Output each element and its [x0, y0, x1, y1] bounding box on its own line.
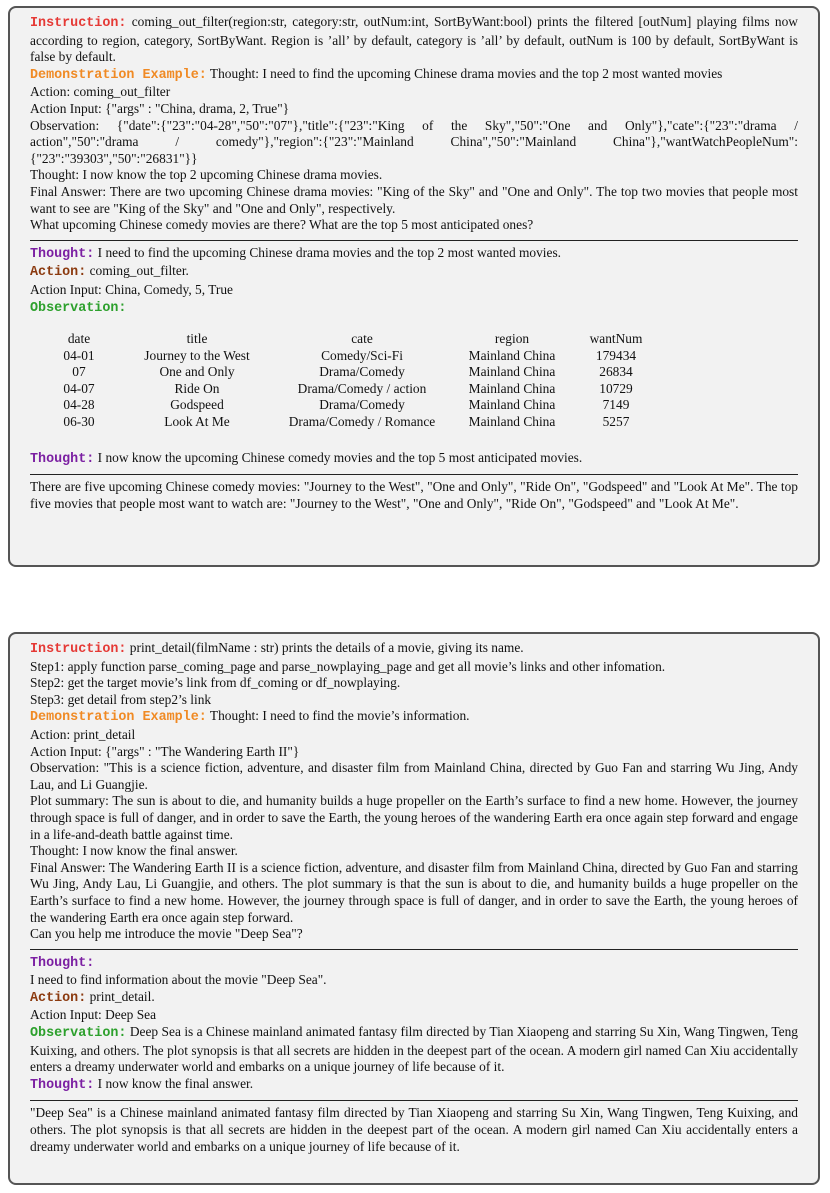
- table-cell: Drama/Comedy: [319, 397, 405, 413]
- observation-line: [30, 1024, 798, 1076]
- table-header: wantNum: [589, 331, 643, 347]
- demo-label: Demonstration Example:: [30, 710, 207, 726]
- table-cell: 10729: [599, 380, 633, 396]
- table-cell: Drama/Comedy / action: [297, 380, 427, 396]
- instruction-text: print_detail(filmName : str) prints the details of a movie, giving its name.: [129, 640, 524, 655]
- table-cell: 06-30: [63, 414, 95, 430]
- instruction-paragraph: [30, 14, 798, 66]
- print-detail-example-box: [8, 632, 820, 1185]
- observation-line: [30, 299, 798, 318]
- step3: Step3: get detail from step2’s link: [30, 691, 212, 707]
- table-cell: Mainland China: [468, 380, 556, 396]
- action-line: [30, 263, 798, 282]
- thought-text: I need to find information about the movie "Deep Sea".: [30, 972, 327, 988]
- divider: [30, 1100, 798, 1101]
- thought-text: I need to find the upcoming Chinese drama movies and the top 2 most wanted movies.: [97, 244, 562, 260]
- divider: [30, 949, 798, 950]
- table-cell: Mainland China: [468, 364, 556, 380]
- action-text: print_detail.: [89, 988, 155, 1004]
- instruction-label: Instruction:: [30, 642, 127, 657]
- table-cell: Mainland China: [468, 347, 556, 363]
- instruction-paragraph: [30, 640, 798, 659]
- table-cell: 04-28: [63, 397, 95, 413]
- action-input-line: Action Input: China, Comedy, 5, True: [30, 281, 233, 297]
- thought-label: Thought:: [30, 955, 95, 971]
- observation-text: Deep Sea is a Chinese mainland animated fantasy film directed by Tian Xiaopeng and starring Su Xin, Wang Tingwen, Teng Kuixing, and others. The plot synopsis is that all secrets are hidden in the deepest part of the ocean. A modern girl named Can Xiu accidentally enters a dreamy underwater world and embarks on a unique journey of life because of it.: [30, 1024, 798, 1075]
- table-cell: One and Only: [159, 364, 235, 380]
- table-cell: Comedy/Sci-Fi: [321, 347, 403, 363]
- thought-final-text: I now know the final answer.: [97, 1075, 254, 1091]
- observation-label: Observation:: [30, 1026, 127, 1042]
- demo-paragraph: [30, 66, 798, 85]
- step2: Step2: get the target movie’s link from df_coming or df_nowplaying.: [30, 675, 401, 691]
- divider: [30, 474, 798, 475]
- table-cell: 5257: [602, 414, 630, 430]
- demo-action: Action: print_detail: [30, 726, 136, 742]
- step1: Step1: apply function parse_coming_page and parse_nowplaying_page and get all movie’s links and other infomation.: [30, 658, 666, 674]
- demo-thought: Thought: I need to find the upcoming Chinese drama movies and the top 2 most wanted movies: [209, 65, 723, 81]
- action-label: Action:: [30, 990, 87, 1006]
- thought-label: Thought:: [30, 246, 95, 262]
- demo-plot-summary: Plot summary: The sun is about to die, and humanity builds a huge propeller on the Earth’s surface to find a new home. However, the journey through space is full of danger, and in order to save the Earth, the young heroes of the wandering Earth era once again step forward and engage in a life-and-death battle against time.: [30, 793, 798, 842]
- divider: [30, 240, 798, 241]
- thought-label-line: [30, 954, 798, 973]
- demo-observation: Observation: "This is a science fiction, adventure, and disaster film from Mainland China, directed by Guo Fan and starring Wu Jing, Andy Lau, and Li Guangjie.: [30, 760, 798, 792]
- table-header: date: [67, 331, 91, 347]
- demo-thought-final: Thought: I now know the final answer.: [30, 843, 238, 859]
- thought-final-line: [30, 450, 798, 469]
- table-cell: 7149: [602, 397, 630, 413]
- demo-thought-final: Thought: I now know the top 2 upcoming Chinese drama movies.: [30, 167, 383, 183]
- table-cell: Ride On: [174, 380, 220, 396]
- table-cell: Mainland China: [468, 397, 556, 413]
- thought-line: [30, 245, 798, 264]
- demo-thought: Thought: I need to find the movie’s information.: [209, 708, 470, 724]
- final-answer: "Deep Sea" is a Chinese mainland animated fantasy film directed by Tian Xiaopeng and starring Su Xin, Wang Tingwen, Teng Kuixing, and others. The plot synopsis is that all secrets are hidden in the deepest part of the ocean. A modern girl named Can Xiu accidentally enters a dreamy underwater world and embarks on a unique journey of life because of it.: [30, 1105, 798, 1154]
- coming-out-filter-example-box: [8, 6, 820, 567]
- demo-action: Action: coming_out_filter: [30, 84, 171, 100]
- table-cell: Drama/Comedy: [319, 364, 405, 380]
- action-input-line: Action Input: Deep Sea: [30, 1007, 157, 1023]
- table-header: cate: [351, 331, 373, 347]
- user-question: What upcoming Chinese comedy movies are there? What are the top 5 most anticipated ones?: [30, 217, 534, 233]
- table-cell: 07: [72, 364, 86, 380]
- table-cell: 179434: [595, 347, 637, 363]
- results-table: [40, 331, 798, 431]
- table-cell: Mainland China: [468, 414, 556, 430]
- observation-label: Observation:: [30, 300, 127, 316]
- demo-final-answer: Final Answer: There are two upcoming Chinese drama movies: "King of the Sky" and "One and Only". The top two movies that people most want to see are "King of the Sky" and "One and Only", respectively.: [30, 183, 798, 216]
- instruction-label: Instruction:: [30, 16, 127, 31]
- demo-label: Demonstration Example:: [30, 67, 207, 83]
- demo-paragraph: [30, 708, 798, 727]
- table-cell: Journey to the West: [144, 347, 250, 363]
- table-cell: 04-01: [63, 347, 95, 363]
- action-label: Action:: [30, 265, 87, 281]
- action-line: [30, 989, 798, 1008]
- user-question: Can you help me introduce the movie "Deep Sea"?: [30, 926, 303, 942]
- demo-observation: Observation: {"date":{"23":"04-28","50":"07"},"title":{"23":"King of the Sky","50":"One and Only"},"cate":{"23":"drama / action","50":"drama / comedy"},"region":{"23":"Mainland China","50":"Mainland China"},"wantWatchPeopleNum":{"23":"39303","50":"26831"}}: [30, 117, 798, 166]
- table-cell: Drama/Comedy / Romance: [288, 414, 436, 430]
- table-header: region: [494, 331, 530, 347]
- thought-final-label: Thought:: [30, 451, 95, 467]
- table-cell: Look At Me: [164, 414, 230, 430]
- action-text: coming_out_filter.: [89, 263, 189, 279]
- demo-final-answer: Final Answer: The Wandering Earth II is a science fiction, adventure, and disaster film from Mainland China, directed by Guo Fan and starring Wu Jing, Andy Lau, Li Guangjie, and others. The plot summary is that the sun is about to die, and humanity builds a huge propeller on the Earth’s surface to find a new home. However, the journey through space is full of danger, and in order to save the Earth, the young heroes of the wandering Earth era once again step forward.: [30, 859, 798, 925]
- demo-action-input: Action Input: {"args" : "China, drama, 2, True"}: [30, 100, 290, 116]
- table-cell: Godspeed: [170, 397, 224, 413]
- final-answer: There are five upcoming Chinese comedy movies: "Journey to the West", "One and Only", "Ride On", "Godspeed" and "Look At Me". The top five movies that people most want to watch are: "Journey to the West", "One and Only", "Ride On", "Godspeed" and "Look At Me".: [30, 479, 798, 511]
- table-cell: 04-07: [63, 380, 95, 396]
- table-header: title: [186, 331, 208, 347]
- spacer: [30, 431, 798, 450]
- table-cell: 26834: [599, 364, 633, 380]
- thought-final-text: I now know the upcoming Chinese comedy movies and the top 5 most anticipated movies.: [97, 449, 583, 465]
- thought-final-line: [30, 1076, 798, 1095]
- instruction-text: coming_out_filter(region:str, category:str, outNum:int, SortByWant:bool) prints the filtered [outNum] playing films now according to region, category, SortByWant. Region is ’all’ by default, category is ’all’ by default, outNum is 100 by default, SortByWant is false by default.: [30, 14, 798, 65]
- thought-final-label: Thought:: [30, 1077, 95, 1093]
- demo-action-input: Action Input: {"args" : "The Wandering Earth II"}: [30, 743, 300, 759]
